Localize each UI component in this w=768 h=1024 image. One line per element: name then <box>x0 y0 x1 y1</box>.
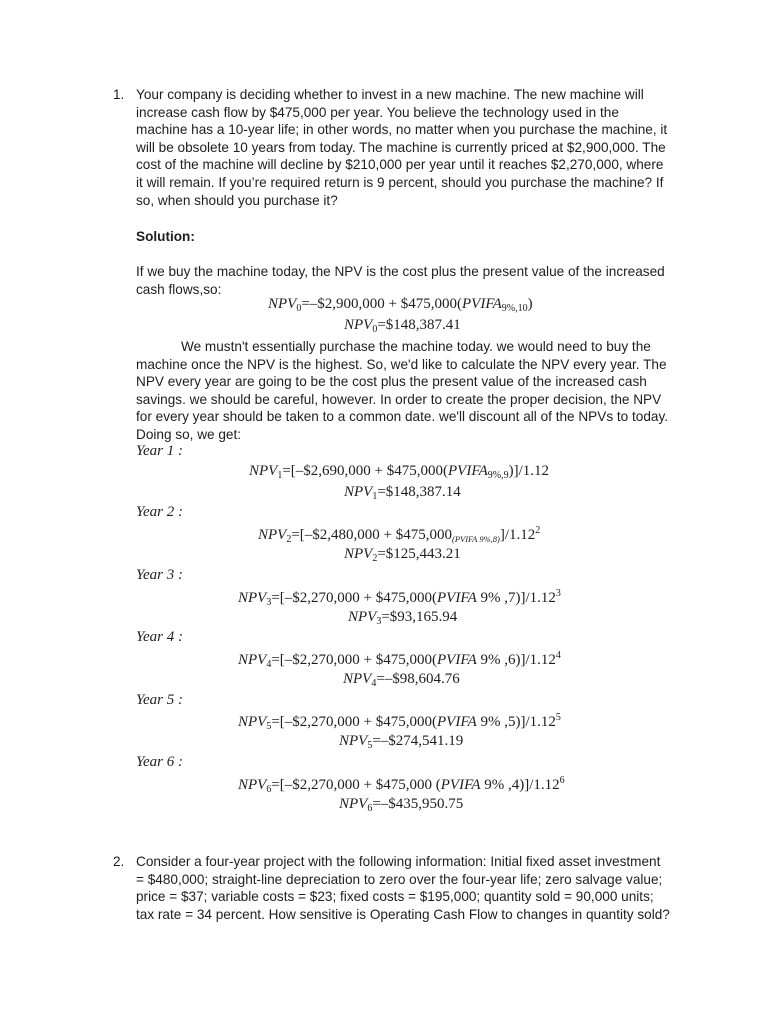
npv-value: =–$98,604.76 <box>376 671 460 687</box>
npv-symbol: NPV <box>339 733 368 749</box>
q1-line: cost of the machine will decline by $210,000 per year until it reaches $2,270,000, where <box>136 157 664 173</box>
discount-exponent: 6 <box>559 775 565 786</box>
npv-symbol: NPV <box>339 796 368 812</box>
pvifa-symbol: PVIFA <box>462 296 502 312</box>
equation-part: =[–$2,270,000 + $475,000( <box>271 652 438 668</box>
equation-year-3 <box>238 588 561 608</box>
pvifa-symbol: PVIFA <box>437 652 477 668</box>
question-2-text <box>136 853 684 923</box>
result-year-2 <box>344 546 461 564</box>
npv-symbol: NPV <box>238 714 267 730</box>
equation-year-5 <box>238 712 561 732</box>
equation-year-4 <box>238 650 561 670</box>
equation-close: ) <box>527 296 533 312</box>
equation-part: =[–$2,690,000 + $475,000( <box>282 463 449 479</box>
year-label: Year 5 : <box>136 692 183 708</box>
equation-part: ]/1.12 <box>499 527 536 543</box>
equation-npv0-result <box>344 317 461 335</box>
equation-part: =[–$2,270,000 + $475,000( <box>271 590 438 606</box>
equation-part: =[–$2,480,000 + $475,000 <box>291 527 453 543</box>
result-year-1 <box>344 484 461 502</box>
q2-line: Consider a four-year project with the following information: Initial fixed asset investment <box>136 854 661 869</box>
npv-value: =$93,165.94 <box>381 609 458 625</box>
solution-intro <box>136 263 684 298</box>
intro-line: cash flows,so: <box>136 281 222 297</box>
year-label: Year 3 : <box>136 567 183 583</box>
npv-subscript: 0 <box>372 324 378 335</box>
npv-symbol: NPV <box>344 484 373 500</box>
question-1-text <box>136 86 684 209</box>
equation-year-6 <box>238 775 565 795</box>
npv-symbol: NPV <box>258 527 287 543</box>
q1-line: it will remain. If you’re required return is 9 percent, should you purchase the machine? If <box>136 174 664 190</box>
pvifa-subscript: 9%,9 <box>487 470 509 481</box>
npv-subscript: 5 <box>266 721 272 732</box>
npv-subscript: 3 <box>266 597 272 608</box>
npv-subscript: 2 <box>372 553 378 564</box>
npv-symbol: NPV <box>344 546 373 562</box>
pvifa-subscript: 9%,10 <box>501 303 528 314</box>
result-year-3 <box>348 609 457 627</box>
body-line: for every year should be taken to a common date. we'll discount all of the NPVs to today. <box>136 409 669 425</box>
npv-subscript: 5 <box>367 740 373 751</box>
npv-subscript: 1 <box>372 491 378 502</box>
npv-subscript: 4 <box>371 678 377 689</box>
equation-part: 9% ,4)]/1.12 <box>480 777 560 793</box>
result-year-5 <box>339 733 463 751</box>
discount-exponent: 4 <box>555 650 561 661</box>
npv-subscript: 1 <box>277 470 283 481</box>
q1-line: Your company is deciding whether to invest in a new machine. The new machine will <box>136 87 644 102</box>
q2-line: = $480,000; straight-line depreciation to zero over the four-year life; zero salvage value; <box>136 871 663 887</box>
npv-symbol: NPV <box>348 609 377 625</box>
intro-line: If we buy the machine today, the NPV is the cost plus the present value of the increased <box>136 264 665 279</box>
equation-year-1 <box>249 463 549 481</box>
npv-symbol: NPV <box>238 652 267 668</box>
npv-value: =$148,387.14 <box>377 484 461 500</box>
equation-part: 9% ,6)]/1.12 <box>476 652 556 668</box>
npv-value: =$148,387.41 <box>377 317 461 333</box>
equation-part: =[–$2,270,000 + $475,000( <box>271 714 438 730</box>
body-line: NPV every year are going to be the cost plus the present value of the increased cash <box>136 374 647 390</box>
question-1-number: 1. <box>113 87 125 102</box>
year-label: Year 2 : <box>136 504 183 520</box>
year-label: Year 1 : <box>136 443 183 459</box>
q1-line: will be obsolete 10 years from today. The machine is currently priced at $2,900,000. The <box>136 139 666 155</box>
equation-part: )]/1.12 <box>508 463 549 479</box>
year-label: Year 4 : <box>136 629 183 645</box>
npv-subscript: 3 <box>376 616 382 627</box>
npv-symbol: NPV <box>268 296 297 312</box>
pvifa-symbol: PVIFA <box>440 777 481 793</box>
npv-subscript: 0 <box>296 303 302 314</box>
equation-rhs: =–$2,900,000 + $475,000( <box>301 296 463 312</box>
npv-symbol: NPV <box>343 671 372 687</box>
npv-subscript: 6 <box>367 803 373 814</box>
equation-year-2 <box>258 525 540 545</box>
pvifa-subscript: (PVIFA 9%,8) <box>452 534 500 544</box>
discount-exponent: 2 <box>535 525 541 536</box>
npv-subscript: 2 <box>286 534 292 545</box>
equation-part: 9% ,7)]/1.12 <box>476 590 556 606</box>
solution-body <box>136 338 684 444</box>
q1-line: increase cash flow by $475,000 per year. You believe the technology used in the <box>136 104 619 120</box>
npv-value: =–$274,541.19 <box>372 733 464 749</box>
question-2-number: 2. <box>113 854 125 869</box>
npv-symbol: NPV <box>249 463 278 479</box>
year-label: Year 6 : <box>136 754 183 770</box>
discount-exponent: 3 <box>555 588 561 599</box>
solution-heading: Solution: <box>136 229 195 244</box>
discount-exponent: 5 <box>555 712 561 723</box>
pvifa-symbol: PVIFA <box>437 714 477 730</box>
pvifa-symbol: PVIFA <box>448 463 488 479</box>
npv-value: =$125,443.21 <box>377 546 461 562</box>
npv-symbol: NPV <box>344 317 373 333</box>
equation-part: =[–$2,270,000 + $475,000 ( <box>271 777 441 793</box>
npv-symbol: NPV <box>238 590 267 606</box>
npv-subscript: 4 <box>266 659 272 670</box>
q2-line: tax rate = 34 percent. How sensitive is Operating Cash Flow to changes in quantity sold? <box>136 906 670 922</box>
body-line: Doing so, we get: <box>136 426 242 442</box>
q1-line: machine has a 10-year life; in other words, no matter when you purchase the machine, it <box>136 122 668 138</box>
body-line: savings. we should be careful, however. In order to create the proper decision, the NPV <box>136 391 662 407</box>
result-year-6 <box>339 796 463 814</box>
npv-value: =–$435,950.75 <box>372 796 464 812</box>
pvifa-symbol: PVIFA <box>437 590 477 606</box>
npv-subscript: 6 <box>266 784 272 795</box>
body-line: We mustn't essentially purchase the machine today. we would need to buy the <box>181 339 651 354</box>
result-year-4 <box>343 671 460 689</box>
q2-line: price = $37; variable costs = $23; fixed costs = $195,000; quantity sold = 90,000 units; <box>136 889 654 905</box>
q1-line: so, when should you purchase it? <box>136 192 338 208</box>
npv-symbol: NPV <box>238 777 267 793</box>
equation-part: 9% ,5)]/1.12 <box>476 714 556 730</box>
body-line: machine once the NPV is the highest. So, we'd like to calculate the NPV every year. The <box>136 356 667 372</box>
equation-npv0 <box>268 296 533 314</box>
